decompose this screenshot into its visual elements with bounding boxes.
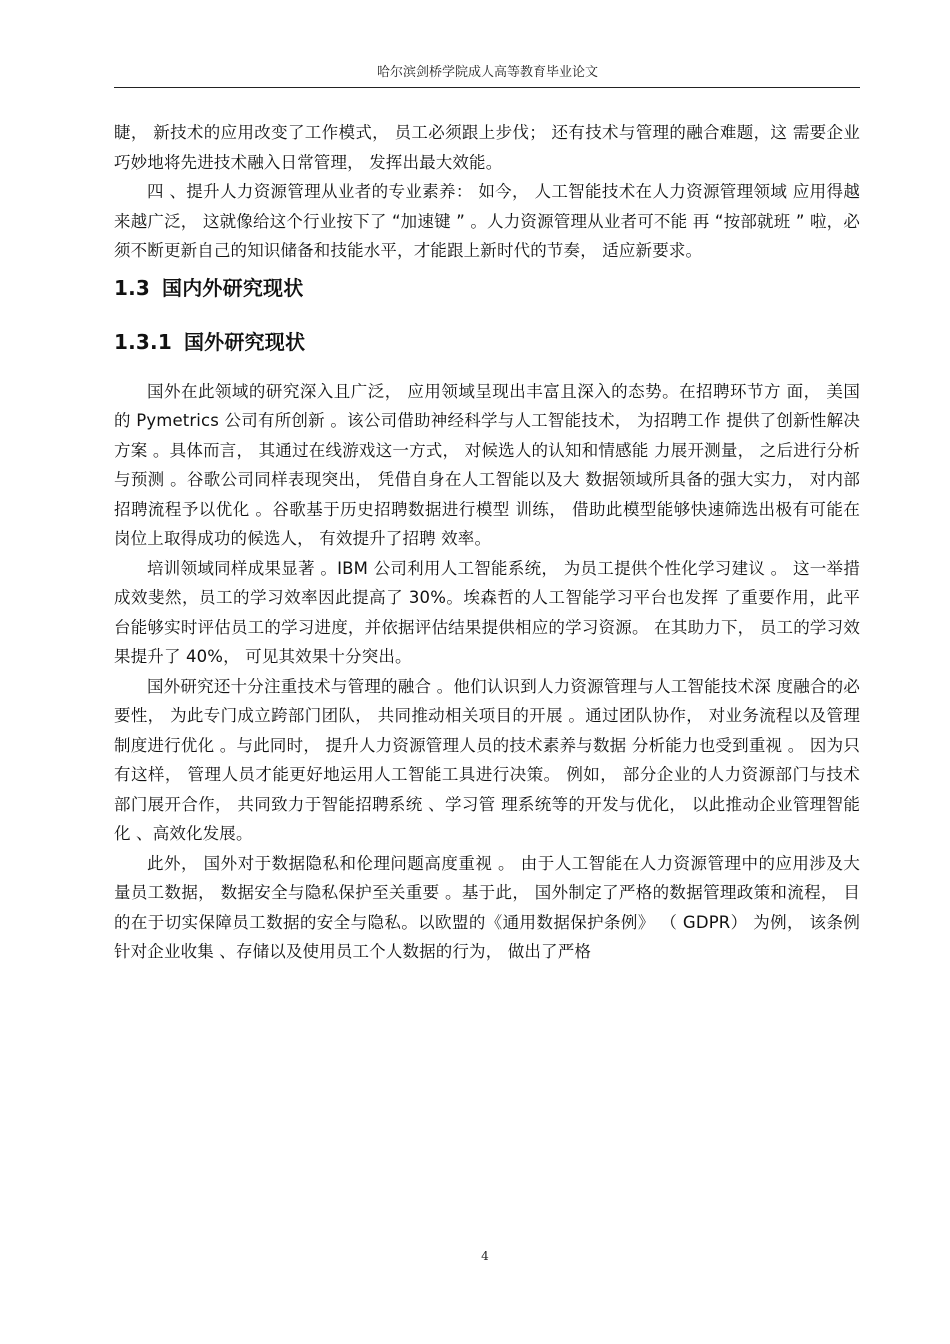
point-four-paragraph: 四 、提升人力资源管理从业者的专业素养： 如今， 人工智能技术在人力资源管理领域 应用得越来越广泛， 这就像给这个行业按下了 “加速键 ” 。人力资源管理从业者可不能 再 “按部就班 ” 啦，必须不断更新自己的知识储备和技能水平，才能跟上新时代的节奏， 适应新要求。 bbox=[114, 182, 860, 260]
continued-paragraph: 睫， 新技术的应用改变了工作模式， 员工必须跟上步伐； 还有技术与管理的融合难题，这 需要企业巧妙地将先进技术融入日常管理， 发挥出最大效能。 bbox=[114, 123, 860, 172]
integration-paragraph: 国外研究还十分注重技术与管理的融合 。他们认识到人力资源管理与人工智能技术深 度融合的必要性， 为此专门成立跨部门团队， 共同推动相关项目的开展 。通过团队协作， 对业务流程以及管理制度进行优化 。与此同时， 提升人力资源管理人员的技术素养与数据 分析能力也受到重视 。 因为只有这样， 管理人员才能更好地运用人工智能工具进行决策。 例如， 部分企业的人力资源部门与技术部门展开合作， 共同致力于智能招聘系统 、学习管 理系统等的开发与优化， 以此推动企业管理智能化 、高效化发展。 bbox=[114, 676, 860, 843]
paper-body bbox=[114, 118, 860, 967]
section-title-1-3-1: 国外研究现状 bbox=[183, 329, 306, 354]
foreign-research-paragraph: 国外在此领域的研究深入且广泛， 应用领域呈现出丰富且深入的态势。在招聘环节方 面， 美国的 Pymetrics 公司有所创新 。该公司借助神经科学与人工智能技术， 为招聘工作 提供了创新性解决方案 。具体而言， 其通过在线游戏这一方式， 对候选人的认知和情感能 力展开测量， 之后进行分析与预测 。谷歌公司同样表现突出， 凭借自身在人工智能以及大 数据领域所具备的强大实力， 对内部招聘流程予以优化 。谷歌基于历史招聘数据进行模型 训练， 借助此模型能够快速筛选出极有可能在岗位上取得成功的候选人， 有效提升了招聘 效率。 bbox=[114, 381, 860, 548]
privacy-paragraph: 此外， 国外对于数据隐私和伦理问题高度重视 。 由于人工智能在人力资源管理中的应用涉及大量员工数据， 数据安全与隐私保护至关重要 。基于此， 国外制定了严格的数据管理政策和流程， 目的在于切实保障员工数据的安全与隐私。以欧盟的《通用数据保护条例》 （ GDPR） 为例， 该条例针对企业收集 、存储以及使用员工个人数据的行为， 做出了严格 bbox=[114, 853, 860, 961]
section-heading-1-3-1 bbox=[114, 327, 860, 357]
page-number: 4 bbox=[481, 1249, 489, 1263]
running-header: 哈尔滨剑桥学院成人高等教育毕业论文 bbox=[376, 65, 598, 80]
section-heading-1-3 bbox=[114, 273, 860, 303]
training-paragraph: 培训领域同样成果显著 。IBM 公司利用人工智能系统， 为员工提供个性化学习建议 。 这一举措成效斐然，员工的学习效率因此提高了 30%。埃森哲的人工智能学习平台也发挥 了重要作用，此平台能够实时评估员工的学习进度，并依据评估结果提供相应的学习资源。 在其助力下， 员工的学习效果提升了 40%， 可见其效果十分突出。 bbox=[114, 558, 860, 666]
section-title-1-3: 国内外研究现状 bbox=[162, 275, 304, 300]
section-number-1-3-1: 1.3.1 bbox=[114, 329, 172, 354]
section-number-1-3: 1.3 bbox=[114, 275, 151, 300]
header-rule bbox=[114, 87, 860, 88]
